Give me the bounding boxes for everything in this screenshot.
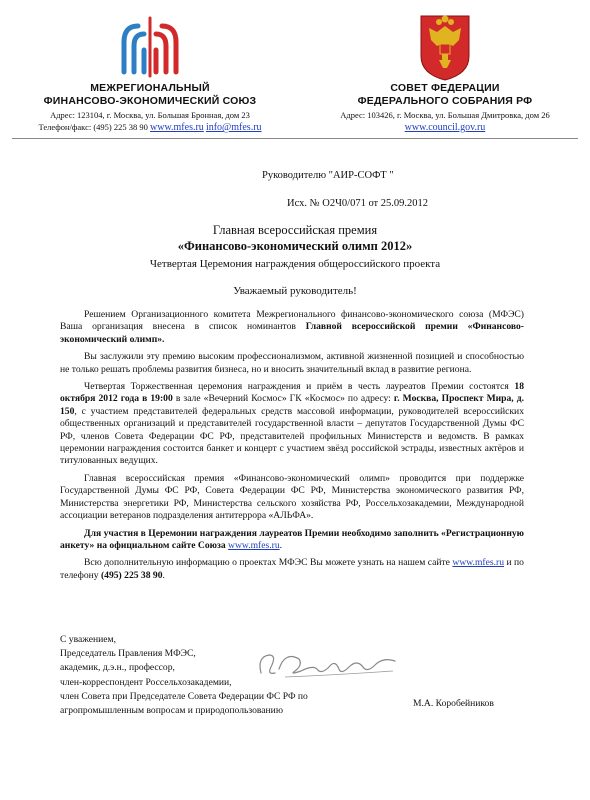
outgoing-reference: Исх. № О2Ч0/071 от 25.09.2012 [287,198,429,209]
closing-line4: член-корреспондент Россельхозакадемии, [60,676,232,688]
p5-website-link[interactable]: www.mfes.ru [228,539,280,551]
p5-end: . [279,539,283,551]
mfes-logo-icon [110,12,190,82]
paragraph-6 [60,557,524,582]
paragraph-2: Вы заслужили эту премию высоким профессионализмом, активной жизненной позицией и способностью не только решать проблемы развития бизнеса, но и вносить значительный вклад в развитие региона. [60,351,524,375]
council-name-line2: ФЕДЕРАЛЬНОГО СОБРАНИЯ РФ [357,95,533,107]
signer-name: М.А. Коробейников [413,698,494,709]
title-line2: «Финансово-экономический олимп 2012» [177,239,413,253]
mfes-contacts [0,121,300,134]
closing-line2: Председатель Правления МФЭС, [60,648,196,660]
p3-date: 18 октября 2012 года в 19:00 [60,381,524,405]
p1-bold: Главной всероссийской премии «Финансово-экономический олимп». [60,321,524,345]
council-contacts [300,121,590,134]
p3-text-e: , с участием представителей федеральных средств массовой информации, руководителей всероссийских общественных организаций и представителей государственной власти – депутатов Государственной Думы ФС РФ, членов Совета Федерации ФС РФ, представителей профильных Министерств и ведомств. В рамках церемонии награждения состоится банкет и концерт с участием звёзд российской эстрады, известных актёров и титулованных ведущих. [60,405,524,467]
council-website-link[interactable]: www.council.gov.ru [404,122,486,133]
p6-end: . [162,569,165,581]
p6-phone: (495) 225 38 90 [100,569,163,581]
letter-title [0,222,590,272]
header-mfes [0,12,300,134]
p3-venue: г. Москва, Проспект Мира, д. 150 [60,393,525,417]
p1-text: Решением Организационного комитета Межрегионального финансово-экономического союза (МФЭС) Ваша организация внесена в список номинантов [60,309,524,333]
handwritten-signature [255,645,405,685]
title-line3: Четвертая Церемония награждения общероссийского проекта [149,258,441,270]
greeting: Уважаемый руководитель! [233,285,357,297]
mfes-name-line1: МЕЖРЕГИОНАЛЬНЫЙ [90,82,210,94]
mfes-address: Адрес: 123104, г. Москва, ул. Большая Бронная, дом 23 [50,110,250,120]
closing-line3: академик, д.э.н., профессор, [60,662,175,674]
mfes-phone: Телефон/факс: (495) 225 38 90 [38,122,148,132]
p3-text-c: в зале «Вечерний Космос» ГК «Космос» по адресу: [172,393,394,405]
paragraph-5 [60,528,524,553]
p5-bold: Для участия в Церемонии награждения лауреатов Премии необходимо заполнить «Регистрационную анкету» на официальном сайте Союза [60,527,524,551]
p6-text-b: и по телефону [60,557,524,581]
p6-text-a: Всю дополнительную информацию о проектах МФЭС Вы можете узнать на нашем сайте [84,557,453,569]
mfes-website-link[interactable]: www.mfes.ru [150,122,204,133]
closing-line6: агропромышленным вопросам и природопользованию [60,705,283,717]
addressee: Руководителю "АИР-СОФТ " [262,170,394,181]
council-name-line1: СОВЕТ ФЕДЕРАЦИИ [390,82,500,94]
mfes-email-link[interactable]: info@mfes.ru [205,122,262,133]
paragraph-3 [60,381,524,468]
russian-coat-of-arms-icon [417,12,473,82]
closing-line5: член Совета при Председателе Совета Федерации ФС РФ по [60,690,308,702]
closing-line1: С уважением, [60,634,117,645]
header-divider [12,138,578,139]
header-council [300,12,590,134]
p3-text-a: Четвертая Торжественная церемония награждения и приём в честь лауреатов Премии состоятся [84,381,515,393]
p6-website-link[interactable]: www.mfes.ru [452,557,504,569]
title-line1: Главная всероссийская премия [212,223,378,237]
paragraph-1 [60,309,524,346]
letter-body [60,309,524,587]
council-address: Адрес: 103426, г. Москва, ул. Большая Дмитровка, дом 26 [340,110,550,120]
paragraph-4: Главная всероссийская премия «Финансово-экономический олимп» проводится при поддержке Государственной Думы ФС РФ, Совета Федерации ФС РФ, Министерства экономического развития РФ, Министерства энергетики РФ, Министерства сельского хозяйства РФ, Россельхозакадемии, Международной ассоциации ветеранов подразделения антитеррора «АЛЬФА». [60,472,524,522]
mfes-name-line2: ФИНАНСОВО-ЭКОНОМИЧЕСКИЙ СОЮЗ [43,95,257,107]
